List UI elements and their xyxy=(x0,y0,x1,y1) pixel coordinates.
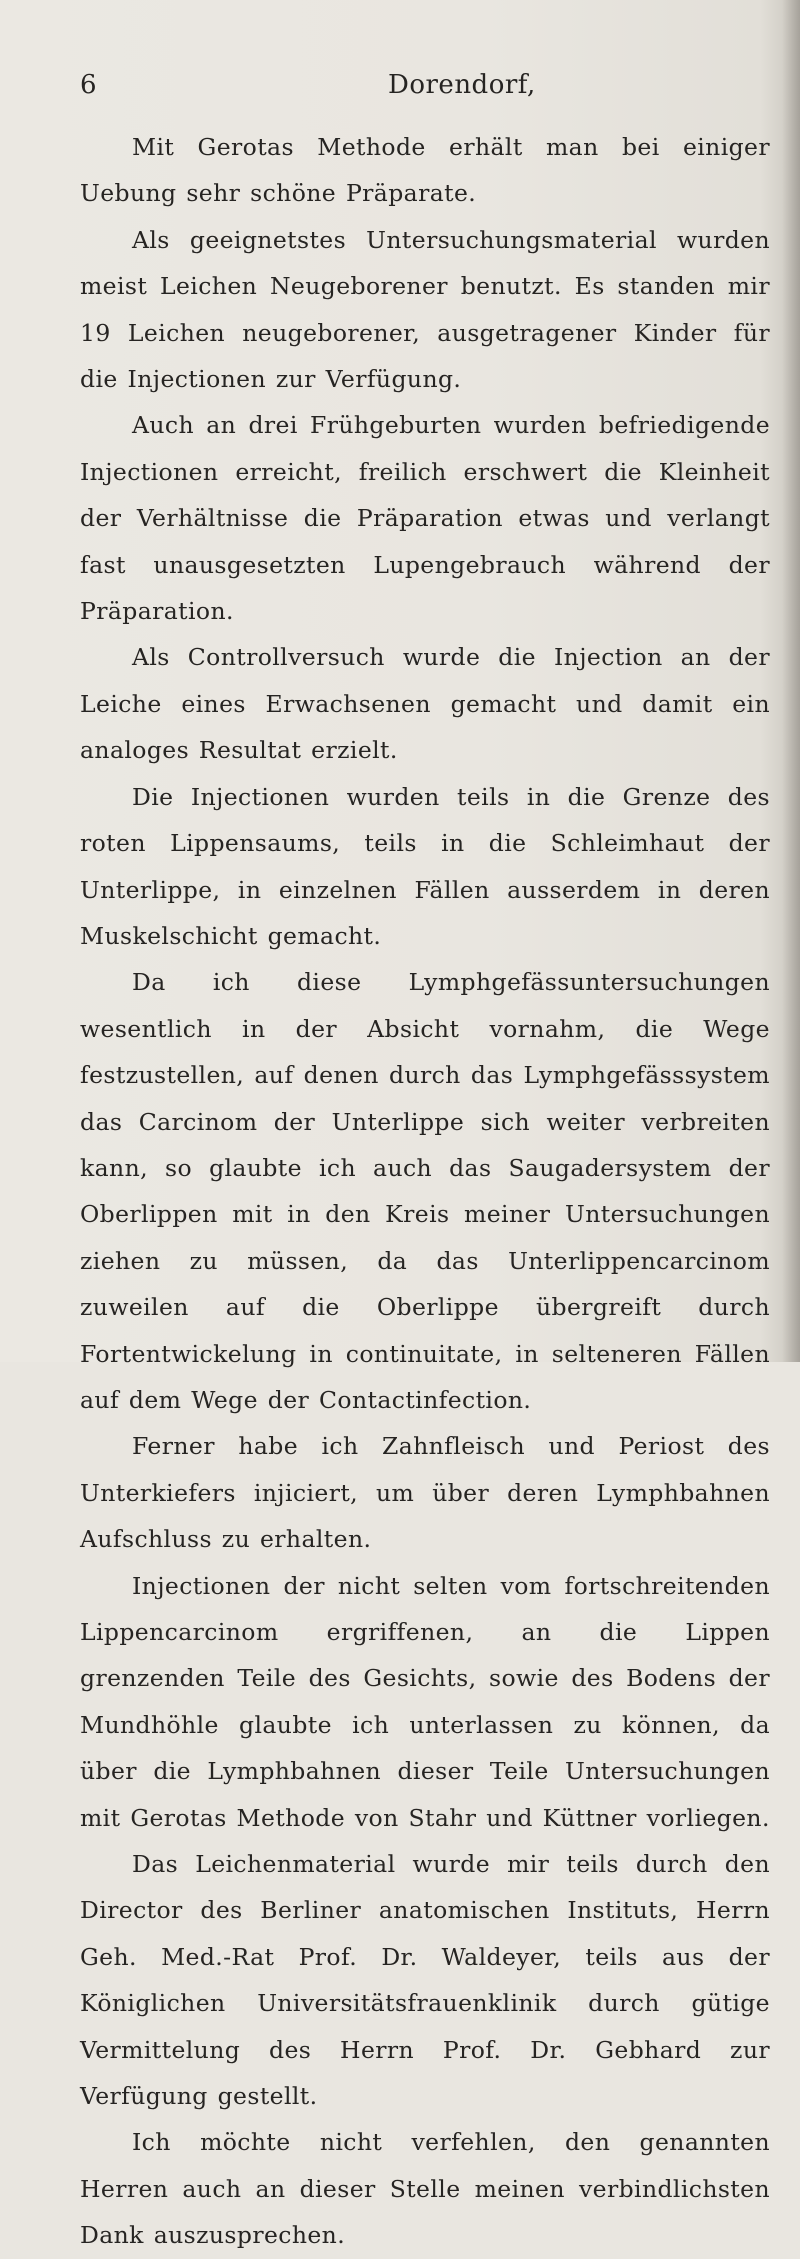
page-number: 6 xyxy=(80,70,98,100)
paragraph: Da ich diese Lymphgefässuntersuchungen wesentlich in der Absicht vornahm, die Wege festzustellen, auf denen durch das Lymphgefässsystem das Carcinom der Unterlippe sich weiter verbreiten kann, so glaubte ich auch das Saugadersystem der Oberlippen mit in den Kreis meiner Untersuchungen ziehen zu müssen, da das Unterlippencarcinom zuweilen auf die Oberlippe übergreift durch Fortentwickelung in continuitate, in selteneren Fällen auf dem Wege der Contactinfection. xyxy=(80,968,770,1414)
page-header xyxy=(0,70,800,110)
paragraph: Als geeignetstes Untersuchungsmaterial wurden meist Leichen Neugeborener benutzt. Es standen mir 19 Leichen neugeborener, ausgetragener Kinder für die Injectionen zur Verfügung. xyxy=(80,225,770,394)
paragraph: Das Leichenmaterial wurde mir teils durch den Director des Berliner anatomischen Instituts, Herrn Geh. Med.-Rat Prof. Dr. Waldeyer, teils aus der Königlichen Universitätsfrauenklinik durch gütige Vermittelung des Herrn Prof. Dr. Gebhard zur Verfügung gestellt. xyxy=(80,1850,770,2111)
paragraph: Mit Gerotas Methode erhält man bei einiger Uebung sehr schöne Präparate. xyxy=(80,133,770,208)
paragraph: Als Controllversuch wurde die Injection an der Leiche eines Erwachsenen gemacht und damit ein analoges Resultat erzielt. xyxy=(80,643,770,765)
paragraph: Injectionen der nicht selten vom fortschreitenden Lippencarcinom ergriffenen, an die Lippen grenzenden Teile des Gesichts, sowie des Bodens der Mundhöhle glaubte ich unterlassen zu können, da über die Lymphbahnen dieser Teile Untersuchungen mit Gerotas Methode von Stahr und Küttner vorliegen. xyxy=(80,1571,770,1832)
body-text xyxy=(80,124,770,2259)
paragraph: Die Injectionen wurden teils in die Grenze des roten Lippensaums, teils in die Schleimhaut der Unterlippe, in einzelnen Fällen ausserdem in deren Muskelschicht gemacht. xyxy=(80,782,770,950)
running-head: Dorendorf, xyxy=(388,70,536,100)
paragraph: Ich möchte nicht verfehlen, den genannten Herren auch an dieser Stelle meinen verbindlichsten Dank auszusprechen. xyxy=(80,2128,770,2250)
page-edge-shadow xyxy=(782,0,800,1362)
paragraph: Ferner habe ich Zahnfleisch und Periost des Unterkiefers injiciert, um über deren Lymphbahnen Aufschluss zu erhalten. xyxy=(80,1432,770,1554)
paragraph: Auch an drei Frühgeburten wurden befriedigende Injectionen erreicht, freilich erschwert die Kleinheit der Verhältnisse die Präparation etwas und verlangt fast unausgesetzten Lupengebrauch während der Präparation. xyxy=(80,411,770,626)
